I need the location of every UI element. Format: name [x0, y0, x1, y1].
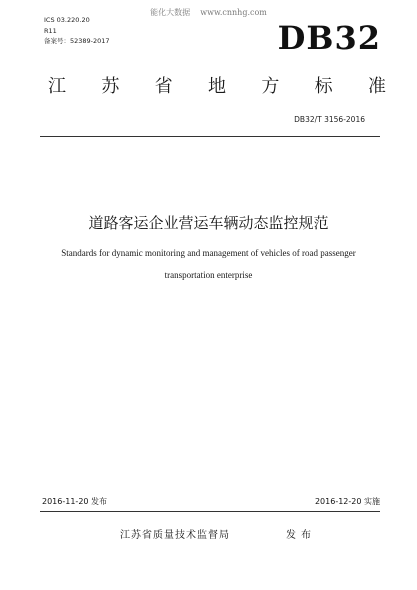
title-english-line-2: transportation enterprise [164, 270, 253, 280]
standard-type-heading [48, 76, 386, 98]
standard-number: DB32/T 3156-2016 [294, 115, 365, 124]
standard-type-char: 准 [367, 76, 386, 97]
record-number: 备案号：52389-2017 [44, 37, 110, 45]
classification-code: R11 [44, 27, 57, 35]
issuing-authority: 江苏省质量技术监督局 [120, 530, 230, 541]
db-code-logo: DB32 [277, 19, 381, 57]
standard-type-char: 标 [314, 76, 333, 97]
standard-type-char: 苏 [101, 76, 120, 97]
implementation-date: 2016-12-20 实施 [314, 497, 380, 506]
standard-type-char: 方 [261, 76, 280, 97]
issuer-action: 发布 [286, 530, 316, 541]
standard-type-char: 地 [207, 76, 226, 97]
title-english-line-1: Standards for dynamic monitoring and management of vehicles of road passenger [61, 248, 356, 258]
standard-type-char: 江 [48, 76, 66, 97]
bottom-divider [40, 511, 380, 512]
ics-code: ICS 03.220.20 [44, 16, 90, 24]
title-chinese: 道路客运企业营运车辆动态监控规范 [88, 214, 329, 232]
watermark-text: 能化大数据 www.cnnhg.com [150, 8, 267, 17]
standard-type-char: 省 [154, 76, 173, 97]
issue-date: 2016-11-20 发布 [42, 497, 108, 506]
top-divider [40, 136, 380, 137]
